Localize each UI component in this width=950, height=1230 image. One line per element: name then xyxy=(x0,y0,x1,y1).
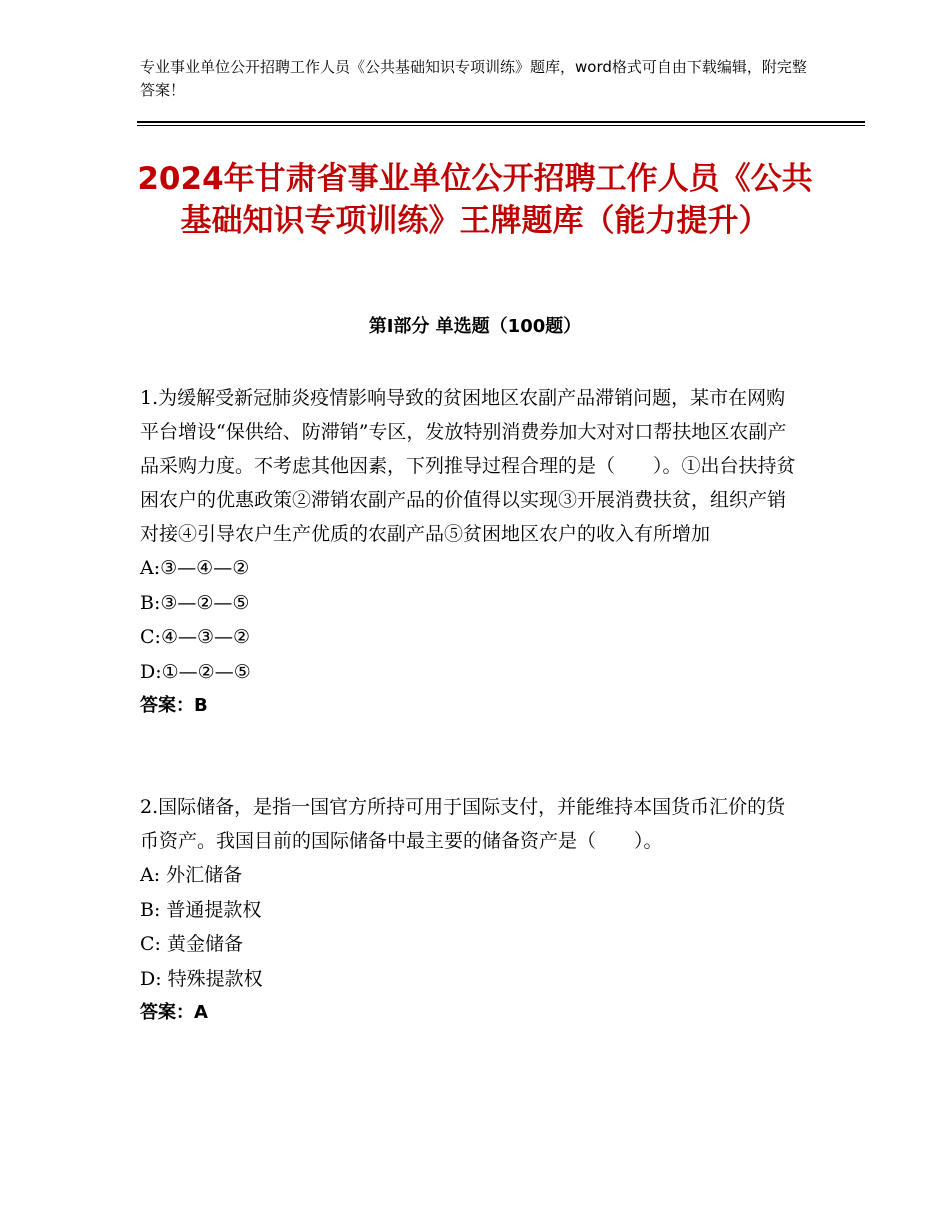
answer: 答案：A xyxy=(140,1002,208,1023)
section-title: 第Ⅰ部分 单选题（100题） xyxy=(368,316,582,337)
option-c: C: 黄金储备 xyxy=(140,933,243,955)
option-b: B:③—②—⑤ xyxy=(140,591,250,614)
option-a: A: 外汇储备 xyxy=(140,864,243,886)
option-b: B: 普通提款权 xyxy=(140,898,262,921)
option-c: C:④—③—② xyxy=(140,626,251,648)
header-note: 专业事业单位公开招聘工作人员《公共基础知识专项训练》题库，word格式可自由下载编辑，附完整答案！ xyxy=(140,58,807,99)
option-d: D:①—②—⑤ xyxy=(140,660,251,683)
question-stem: 1.为缓解受新冠肺炎疫情影响导致的贫困地区农副产品滞销问题，某市在网购平台增设“保供给、防滞销”专区，发放特别消费券加大对对口帮扶地区农副产品采购力度。不考虑其他因素，下列推导过程合理的是（ ）。①出台扶持贫困农户的优惠政策②滞销农副产品的价值得以实现③开展消费扶贫，组织产销对接④引导农户生产优质的农副产品⑤贫困地区农户的收入有所增加 xyxy=(140,387,796,545)
header-divider-thin xyxy=(137,125,865,126)
option-d: D: 特殊提款权 xyxy=(140,967,263,990)
answer: 答案：B xyxy=(140,695,208,716)
option-a: A:③—④—② xyxy=(140,557,250,579)
document-title: 2024年甘肃省事业单位公开招聘工作人员《公共基础知识专项训练》王牌题库（能力提升） xyxy=(137,161,813,239)
question-stem: 2.国际储备，是指一国官方所持可用于国际支付，并能维持本国货币汇价的货币资产。我国目前的国际储备中最主要的储备资产是（ ）。 xyxy=(140,796,786,852)
question-2 xyxy=(140,790,800,1030)
header-divider xyxy=(137,121,865,123)
question-1 xyxy=(140,381,800,723)
